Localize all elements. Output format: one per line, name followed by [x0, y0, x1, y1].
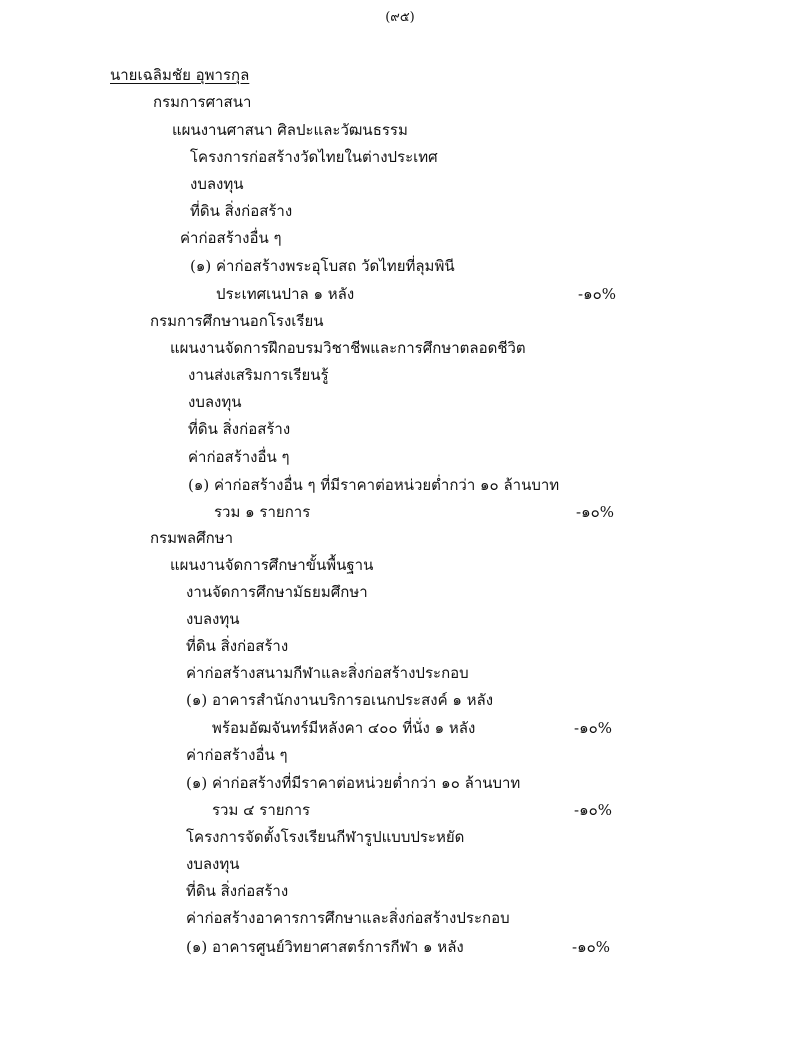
- budget-type: งบลงทุน: [186, 855, 240, 873]
- department-heading: กรมการศาสนา: [153, 93, 252, 111]
- plan-heading: แผนงานจัดการศึกษาขั้นพื้นฐาน: [170, 556, 374, 574]
- line-item-continuation: รวม ๔ รายการ: [212, 801, 311, 819]
- land-construction: ที่ดิน สิ่งก่อสร้าง: [186, 882, 289, 900]
- other-construction: ค่าก่อสร้างอื่น ๆ: [180, 229, 282, 247]
- budget-type: งบลงทุน: [190, 175, 244, 193]
- line-item-continuation: ประเทศเนปาล ๑ หลัง: [216, 285, 355, 303]
- amount-value: -๑๐%: [576, 503, 614, 521]
- amount-value: -๑๐%: [574, 719, 612, 737]
- page-number: (๙๕): [385, 10, 415, 25]
- line-item-continuation: พร้อมอัฒจันทร์มีหลังคา ๔๐๐ ที่นั่ง ๑ หลัง: [212, 719, 476, 737]
- line-item: (๑) อาคารศูนย์วิทยาศาสตร์การกีฬา ๑ หลัง: [186, 938, 464, 956]
- work-heading: งานส่งเสริมการเรียนรู้: [188, 366, 329, 384]
- stadium-construction: ค่าก่อสร้างสนามกีฬาและสิ่งก่อสร้างประกอบ: [186, 664, 469, 682]
- line-item: (๑) ค่าก่อสร้างที่มีราคาต่อหน่วยต่ำกว่า ๑๐ ล้านบาท: [186, 774, 521, 792]
- other-construction: ค่าก่อสร้างอื่น ๆ: [188, 448, 290, 466]
- line-item: (๑) ค่าก่อสร้างอื่น ๆ ที่มีราคาต่อหน่วยต่ำกว่า ๑๐ ล้านบาท: [188, 476, 560, 494]
- other-construction: ค่าก่อสร้างอื่น ๆ: [186, 746, 288, 764]
- plan-heading: แผนงานศาสนา ศิลปะและวัฒนธรรม: [172, 121, 408, 139]
- amount-value: -๑๐%: [572, 938, 610, 956]
- project-heading: โครงการก่อสร้างวัดไทยในต่างประเทศ: [190, 148, 438, 166]
- project-heading: โครงการจัดตั้งโรงเรียนกีฬารูปแบบประหยัด: [186, 828, 465, 846]
- line-item-continuation: รวม ๑ รายการ: [214, 503, 311, 521]
- amount-value: -๑๐%: [574, 801, 612, 819]
- person-name: นายเฉลิมชัย อุพารกุล: [110, 66, 250, 84]
- line-item: (๑) ค่าก่อสร้างพระอุโบสถ วัดไทยที่ลุมพินี: [190, 257, 455, 275]
- budget-type: งบลงทุน: [188, 393, 242, 411]
- line-item: (๑) อาคารสำนักงานบริการอเนกประสงค์ ๑ หลัง: [186, 691, 494, 709]
- plan-heading: แผนงานจัดการฝึกอบรมวิชาชีพและการศึกษาตลอดชีวิต: [170, 339, 526, 357]
- land-construction: ที่ดิน สิ่งก่อสร้าง: [190, 202, 293, 220]
- work-heading: งานจัดการศึกษามัธยมศึกษา: [186, 583, 368, 601]
- department-heading: กรมการศึกษานอกโรงเรียน: [150, 312, 324, 330]
- department-heading: กรมพลศึกษา: [150, 529, 234, 547]
- land-construction: ที่ดิน สิ่งก่อสร้าง: [186, 637, 289, 655]
- building-construction: ค่าก่อสร้างอาคารการศึกษาและสิ่งก่อสร้างประกอบ: [186, 909, 510, 927]
- budget-type: งบลงทุน: [186, 610, 240, 628]
- amount-value: -๑๐%: [578, 285, 616, 303]
- land-construction: ที่ดิน สิ่งก่อสร้าง: [188, 420, 291, 438]
